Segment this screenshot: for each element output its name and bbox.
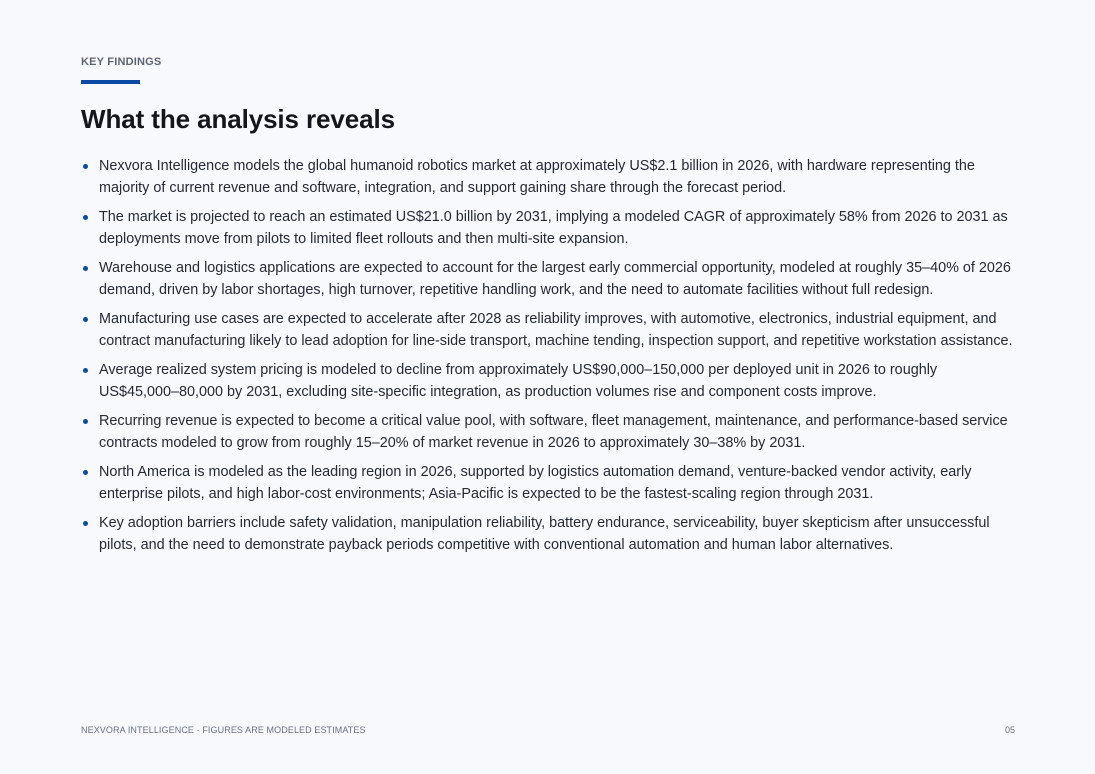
page-number: 05 xyxy=(1004,725,1015,735)
accent-rule xyxy=(81,80,140,84)
bullet-dot-icon xyxy=(83,521,88,526)
finding-text: Recurring revenue is expected to become a critical value pool, with software, fleet management, maintenance, and performance-based service contracts modeled to grow from roughly 15–20% of market revenue in 2026 to approximately 30–38% by 2031. xyxy=(99,413,1008,451)
finding-item xyxy=(81,512,1015,556)
bullet-dot-icon xyxy=(83,419,88,424)
footer-source: NEXVORA INTELLIGENCE · FIGURES ARE MODELED ESTIMATES xyxy=(81,725,366,735)
bullet-dot-icon xyxy=(83,470,88,475)
section-eyebrow: KEY FINDINGS xyxy=(81,56,162,68)
finding-text: Average realized system pricing is modeled to decline from approximately US$90,000–150,000 per deployed unit in 2026 to roughly US$45,000–80,000 by 2031, excluding site-specific integration, as production volumes rise and component costs improve. xyxy=(99,362,938,400)
bullet-dot-icon xyxy=(83,317,88,322)
finding-item xyxy=(81,359,1015,403)
bullet-dot-icon xyxy=(83,368,88,373)
finding-text: The market is projected to reach an estimated US$21.0 billion by 2031, implying a modeled CAGR of approximately 58% from 2026 to 2031 as deployments move from pilots to limited fleet rollouts and then multi-site expansion. xyxy=(99,209,1008,247)
findings-list xyxy=(81,155,1015,563)
finding-item xyxy=(81,257,1015,301)
finding-item xyxy=(81,410,1015,454)
page-title: What the analysis reveals xyxy=(81,104,395,134)
finding-item xyxy=(81,206,1015,250)
finding-item xyxy=(81,461,1015,505)
finding-item xyxy=(81,155,1015,199)
report-page xyxy=(81,0,1015,774)
bullet-dot-icon xyxy=(83,215,88,220)
finding-text: Key adoption barriers include safety validation, manipulation reliability, battery endurance, serviceability, buyer skepticism after unsuccessful pilots, and the need to demonstrate payback periods competitive with conventional automation and human labor alternatives. xyxy=(99,515,990,553)
finding-text: North America is modeled as the leading region in 2026, supported by logistics automation demand, venture-backed vendor activity, early enterprise pilots, and high labor-cost environments; Asia-Pacific is expected to be the fastest-scaling region through 2031. xyxy=(99,464,972,502)
finding-text: Manufacturing use cases are expected to accelerate after 2028 as reliability improves, with automotive, electronics, industrial equipment, and contract manufacturing likely to lead adoption for line-side transport, machine tending, inspection support, and repetitive workstation assistance. xyxy=(99,311,1013,349)
bullet-dot-icon xyxy=(83,266,88,271)
finding-text: Warehouse and logistics applications are expected to account for the largest early commercial opportunity, modeled at roughly 35–40% of 2026 demand, driven by labor shortages, high turnover, repetitive handling work, and the need to automate facilities without full redesign. xyxy=(99,260,1011,298)
bullet-dot-icon xyxy=(83,164,88,169)
finding-item xyxy=(81,308,1015,352)
finding-text: Nexvora Intelligence models the global humanoid robotics market at approximately US$2.1 billion in 2026, with hardware representing the majority of current revenue and software, integration, and support gaining share through the forecast period. xyxy=(99,158,975,196)
